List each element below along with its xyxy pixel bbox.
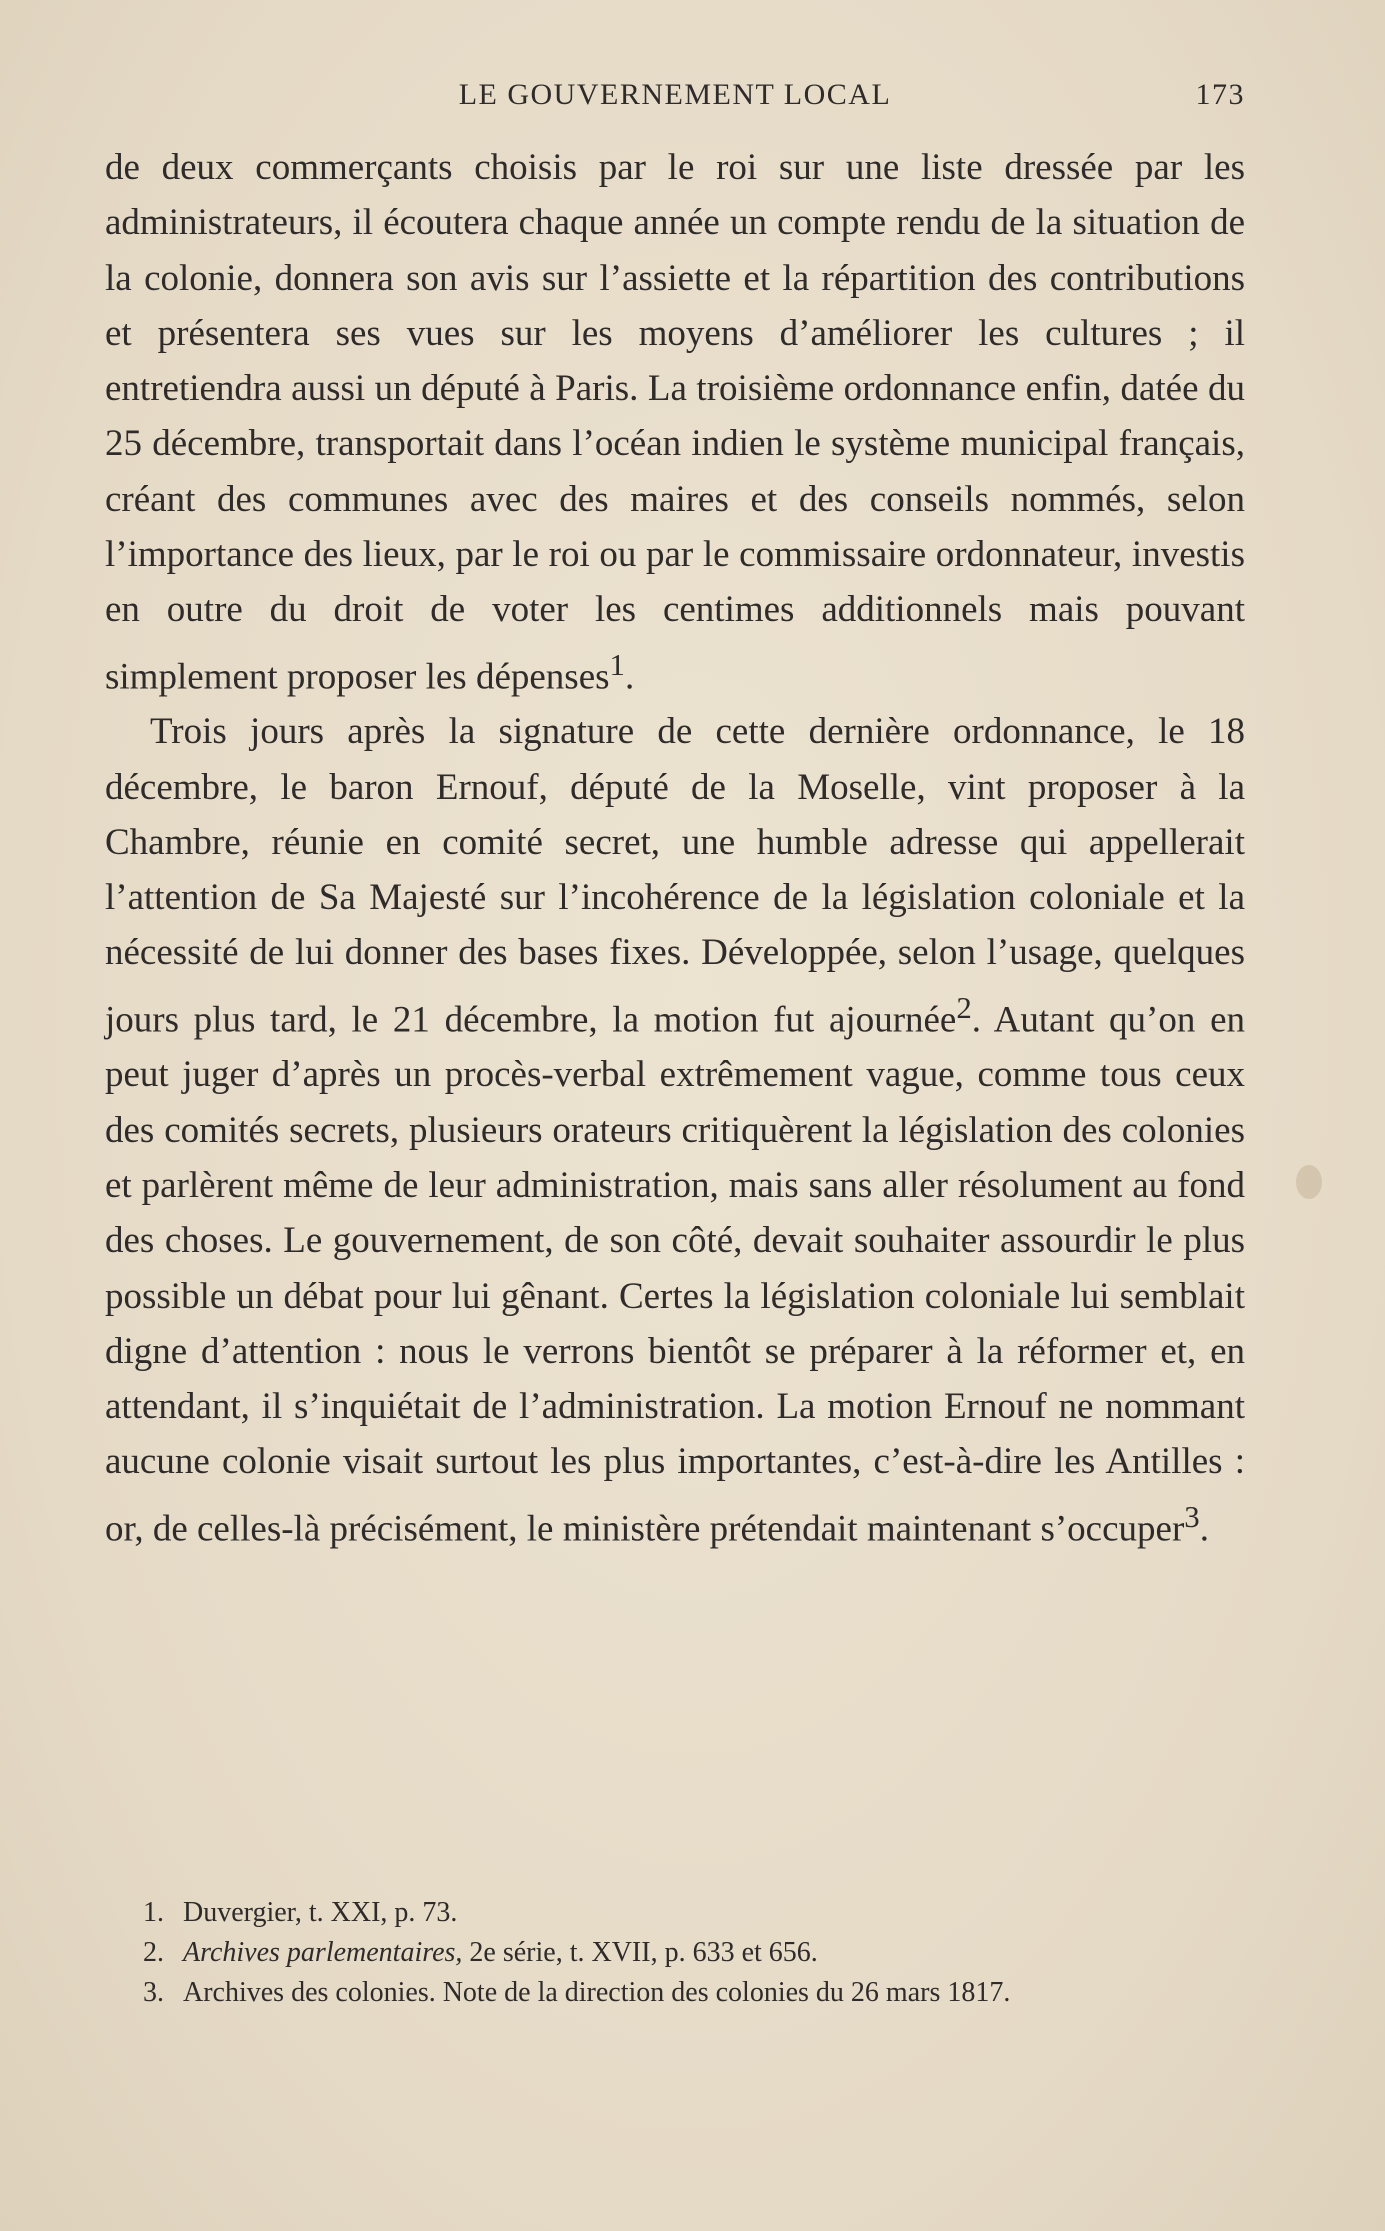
running-title: LE GOUVERNEMENT LOCAL: [458, 78, 892, 111]
footnote-number: 3.: [143, 1977, 164, 2008]
page-number: 173: [1195, 78, 1245, 111]
footnote-ref: 3: [1184, 1499, 1200, 1534]
footnote-number: 1.: [143, 1897, 164, 1928]
paragraph: [105, 704, 1245, 1556]
footnote-text: Archives des colonies. Note de la direction des colonies du 26 mars 1817.: [183, 1977, 1011, 2008]
paragraph-text: . Autant qu’on en peut juger d’après un procès-verbal extrêmement vague, comme tous ceux des comités secrets, plusieurs orateurs critiquèrent la législation des colonies et parlèrent même de leur administration, mais sans aller résolument au fond des choses. Le gouvernement, de son côté, devait souhaiter assourdir le plus possible un débat pour lui gênant. Certes la législation coloniale lui semblait digne d’attention : nous le verrons bientôt se préparer à la réformer et, en attendant, il s’inquiétait de l’administration. La motion Ernouf ne nommant aucune colonie visait surtout les plus importantes, c’est-à-dire les Antilles : or, de celles-là précisément, le ministère prétendait maintenant s’occuper: [105, 999, 1245, 1550]
body-text: [105, 140, 1245, 1556]
footnote-italic-text: Archives parlementaires,: [183, 1937, 463, 1968]
footnotes: [143, 1893, 1243, 2013]
paragraph-end: .: [624, 656, 635, 697]
paragraph-text: de deux commerçants choisis par le roi sur une liste dressée par les administrateurs, il écoutera chaque année un compte rendu de la situation de la colonie, donnera son avis sur l’assiette et la répartition des contributions et présentera ses vues sur les moyens d’améliorer les cultures ; il entretiendra aussi un député à Paris. La troisième ordonnance enfin, datée du 25 décembre, transportait dans l’océan indien le système municipal français, créant des communes avec des maires et des conseils nommés, selon l’importance des lieux, par le roi ou par le commissaire ordonnateur, investis en outre du droit de voter les centimes additionnels mais pouvant simplement proposer les dépenses: [105, 147, 1245, 697]
paragraph-text: Trois jours après la signature de cette dernière ordonnance, le 18 décembre, le baron Ernouf, député de la Moselle, vint proposer à la Chambre, réunie en comité secret, une humble adresse qui appellerait l’attention de Sa Majesté sur l’incohérence de la législation coloniale et la nécessité de lui donner des bases fixes. Développée, selon l’usage, quelques jours plus tard, le 21 décembre, la motion fut ajournée: [105, 711, 1245, 1041]
footnote: [143, 1933, 1243, 1973]
footnote-ref: 2: [956, 990, 972, 1025]
paragraph: [105, 140, 1245, 704]
running-head: [105, 72, 1245, 116]
footnote-ref: 1: [609, 647, 625, 682]
paragraph-end: .: [1199, 1508, 1209, 1550]
footnote: [143, 1893, 1243, 1933]
footnote-number: 2.: [143, 1937, 164, 1968]
footnote-text: Duvergier, t. XXI, p. 73.: [183, 1897, 458, 1928]
paper-stain: [1296, 1165, 1322, 1199]
footnote-text: 2e série, t. XVII, p. 633 et 656.: [462, 1937, 818, 1968]
footnote: [143, 1973, 1243, 2013]
